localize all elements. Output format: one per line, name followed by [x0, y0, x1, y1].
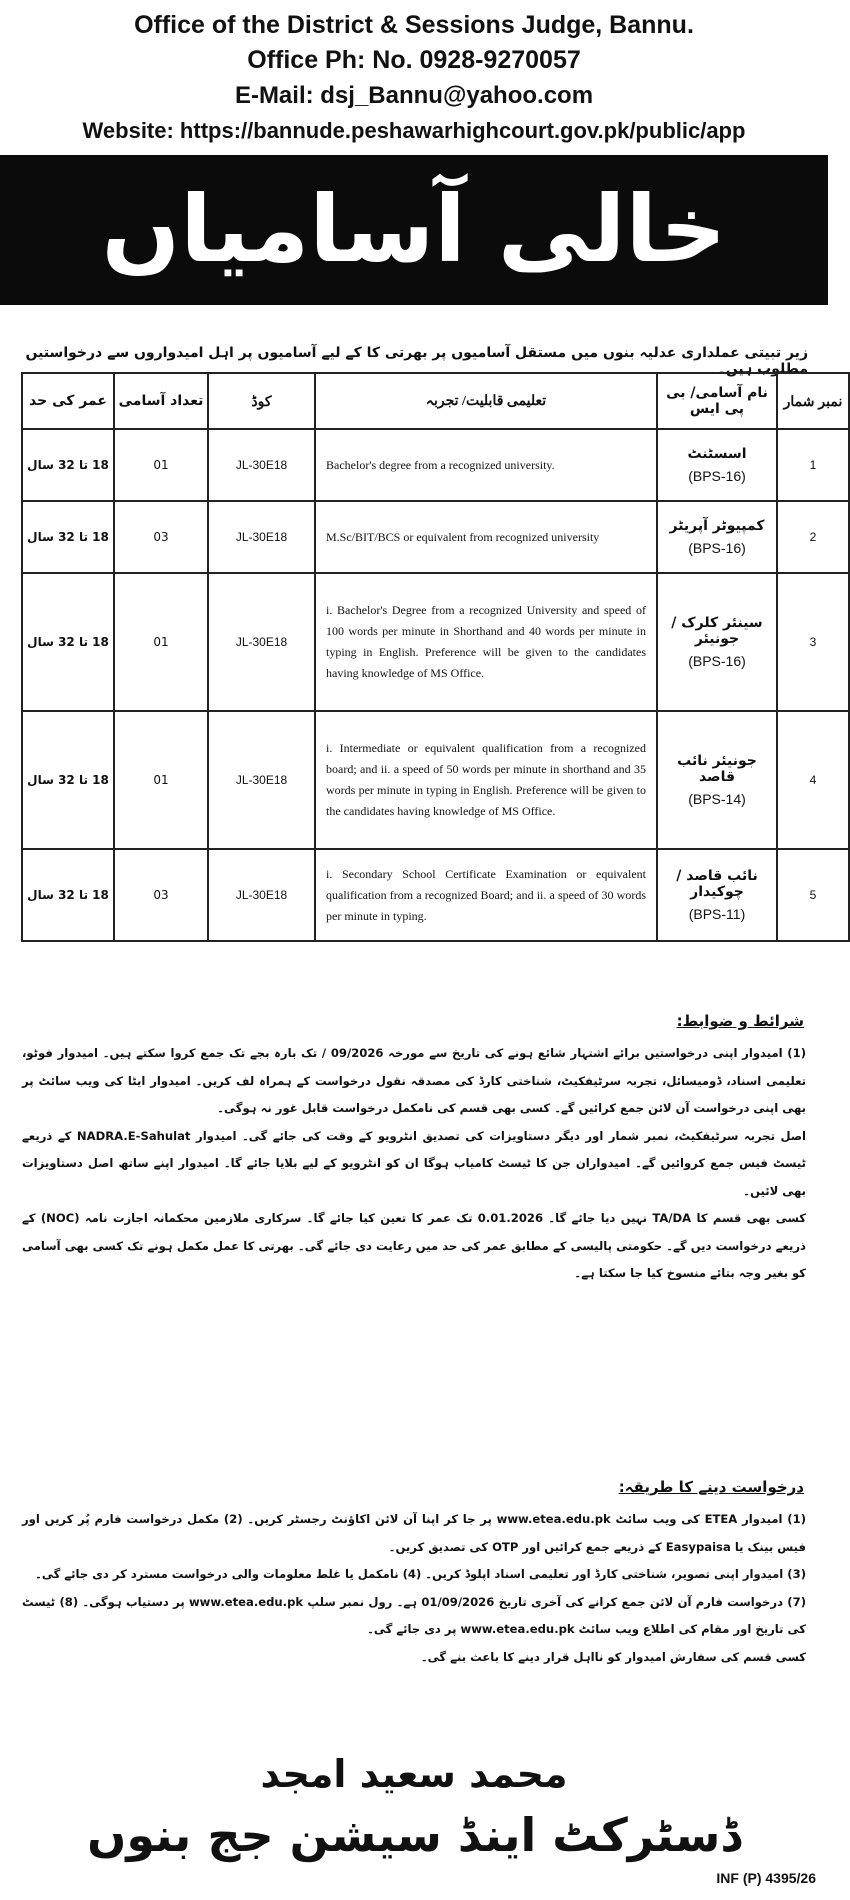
signatory-name: محمد سعید امجد: [260, 1752, 568, 1796]
row-age: 18 تا 32 سال: [22, 573, 114, 711]
row-age: 18 تا 32 سال: [22, 711, 114, 849]
row-count: 01: [114, 573, 208, 711]
letterhead: [0, 0, 828, 148]
post-name: سینئر کلرک / جونیئر: [671, 615, 763, 647]
header-qualification: تعلیمی قابلیت/ تجربہ: [315, 373, 657, 429]
header-sr: نمبر شمار: [777, 373, 849, 429]
row-post: [657, 849, 777, 941]
terms-section: [22, 1040, 806, 1288]
row-count: 01: [114, 429, 208, 501]
office-website: Website: https://bannude.peshawarhighcourt.gov.pk/public/app: [82, 118, 746, 143]
row-qualification: Bachelor's degree from a recognized university.: [315, 429, 657, 501]
office-title: Office of the District & Sessions Judge, Bannu.: [134, 11, 694, 39]
terms-paragraph: کسی بھی قسم کا TA/DA نہیں دیا جائے گا۔ 0.01.2026 تک عمر کا تعین کیا جائے گا۔ سرکاری ملازمین محکمانہ اجازت نامہ (NOC) کے ذریعے درخواست دیں گے۔ حکومتی پالیسی کے مطابق عمر کی حد میں رعایت دی جائے گی۔ بھرتی کا عمل مکمل ہونے تک کسی بھی آسامی کو بغیر وجہ بتائے منسوخ کیا جا سکتا ہے۔: [22, 1211, 806, 1280]
table-row: [22, 501, 849, 573]
row-qualification: M.Sc/BIT/BCS or equivalent from recognized university: [315, 501, 657, 573]
vacancies-banner: [0, 155, 828, 305]
apply-paragraph: کسی قسم کی سفارش امیدوار کو نااہل قرار دینے کا باعث بنے گی۔: [420, 1649, 806, 1664]
row-age: 18 تا 32 سال: [22, 429, 114, 501]
row-code: JL-30E18: [208, 501, 315, 573]
post-scale: (BPS-11): [688, 906, 746, 922]
vacancies-table: [21, 372, 850, 942]
row-qualification: i. Bachelor's Degree from a recognized University and speed of 100 words per minute in Shorthand and 40 words per minute in typing in English. Preference will be given to the candidates having knowledge of MS Office.: [315, 573, 657, 711]
apply-paragraph: (3) امیدوار اپنی تصویر، شناختی کارڈ اور تعلیمی اسناد اپلوڈ کریں۔ (4) نامکمل یا غلط معلومات والی درخواست مسترد کر دی جائے گی۔: [35, 1567, 806, 1581]
row-count: 03: [114, 501, 208, 573]
row-sr: 5: [777, 849, 849, 941]
table-header-row: [22, 373, 849, 429]
apply-heading: درخواست دینے کا طریقہ:: [618, 1478, 804, 1496]
row-count: 01: [114, 711, 208, 849]
post-name: کمپیوٹر آپریٹر: [669, 518, 765, 534]
table-row: [22, 429, 849, 501]
office-email: E-Mail: dsj_Bannu@yahoo.com: [234, 82, 594, 109]
table-row: [22, 849, 849, 941]
row-code: JL-30E18: [208, 849, 315, 941]
row-qualification: i. Intermediate or equivalent qualification from a recognized board; and ii. a speed of 50 words per minute in shorthand and 35 words per minute in typing in English. Preference will be given to the candidates having knowledge of MS Office.: [315, 711, 657, 849]
header-count: تعداد آسامی: [114, 373, 208, 429]
table-row: [22, 573, 849, 711]
header-post: نام آسامی/ بی پی ایس: [657, 373, 777, 429]
table-row: [22, 711, 849, 849]
office-phone: Office Ph: No. 0928-9270057: [247, 46, 581, 74]
signatory-title: ڈسٹرکٹ اینڈ سیشن جج بنوں: [87, 1808, 741, 1862]
inf-reference: INF (P) 4395/26: [716, 1870, 816, 1886]
apply-section: [22, 1506, 806, 1671]
post-name: نائب قاصد / چوکیدار: [676, 868, 758, 900]
post-scale: (BPS-16): [688, 540, 746, 556]
post-name: اسسٹنٹ: [687, 446, 747, 462]
row-post: [657, 429, 777, 501]
terms-paragraph: اصل تجربہ سرٹیفکیٹ، نمبر شمار اور دیگر دستاویزات کی تصدیق انٹرویو کے وقت کی جائے گی۔ امیدوار NADRA.E-Sahulat کے ذریعے ٹیسٹ فیس جمع کروائیں گے۔ امیدواران جن کا ٹیسٹ کامیاب ہوگا ان کو انٹرویو کے لیے بلایا جائے گا۔ امیدوار اپنے ساتھ اصل دستاویزات بھی لائیں۔: [22, 1128, 806, 1198]
row-post: [657, 573, 777, 711]
row-code: JL-30E18: [208, 429, 315, 501]
banner-title: خالی آسامیاں: [101, 176, 727, 283]
row-count: 03: [114, 849, 208, 941]
header-code: کوڈ: [208, 373, 315, 429]
post-scale: (BPS-16): [688, 468, 746, 484]
intro-text: زیر تبیتی عملداری عدلیہ بنوں میں مستقل آسامیوں پر بھرتی کا کے لیے آسامیوں پر اہل امیدواروں سے درخواستیں مطلوب ہیں۔: [25, 345, 808, 377]
terms-heading: شرائط و ضوابط:: [676, 1012, 804, 1030]
apply-paragraph: (1) امیدوار ETEA کی ویب سائٹ www.etea.edu.pk پر جا کر اپنا آن لائن اکاؤنٹ رجسٹر کریں۔ (2) مکمل درخواست فارم پُر کریں اور فیس بینک یا Easypaisa کے ذریعے جمع کرائیں اور OTP کی تصدیق کریں۔: [22, 1512, 806, 1554]
row-sr: 3: [777, 573, 849, 711]
post-name: جونیئر نائب قاصد: [677, 753, 757, 785]
row-sr: 1: [777, 429, 849, 501]
row-post: [657, 501, 777, 573]
row-sr: 2: [777, 501, 849, 573]
row-sr: 4: [777, 711, 849, 849]
row-age: 18 تا 32 سال: [22, 849, 114, 941]
post-scale: (BPS-16): [688, 653, 746, 669]
post-scale: (BPS-14): [688, 791, 746, 807]
row-code: JL-30E18: [208, 573, 315, 711]
apply-paragraph: (7) درخواست فارم آن لائن جمع کرانے کی آخری تاریخ 01/09/2026 ہے۔ رول نمبر سلپ www.etea.edu.pk پر دستیاب ہوگی۔ (8) ٹیسٹ کی تاریخ اور مقام کی اطلاع ویب سائٹ www.etea.edu.pk پر دی جائے گی۔: [22, 1594, 806, 1636]
terms-paragraph: (1) امیدوار اپنی درخواستیں برائے اشتہار شائع ہونے کی تاریخ سے مورخہ 09/2026 / تک بارہ بجے تک جمع کروا سکتے ہیں۔ امیدوار فوٹو، تعلیمی اسناد، ڈومیسائل، تجربہ سرٹیفکیٹ، شناختی کارڈ کی مصدقہ نقول درخواست کے ہمراہ لف کریں۔ امیدوار ایٹا کی ویب سائٹ پر بھی اپنی درخواست آن لائن جمع کرائیں گے۔ کسی بھی قسم کی نامکمل درخواست قابل غور نہ ہوگی۔: [22, 1046, 806, 1115]
header-age: عمر کی حد: [22, 373, 114, 429]
row-qualification: i. Secondary School Certificate Examination or equivalent qualification from a recognized Board; and ii. a speed of 30 words per minute in typing.: [315, 849, 657, 941]
row-post: [657, 711, 777, 849]
row-code: JL-30E18: [208, 711, 315, 849]
row-age: 18 تا 32 سال: [22, 501, 114, 573]
